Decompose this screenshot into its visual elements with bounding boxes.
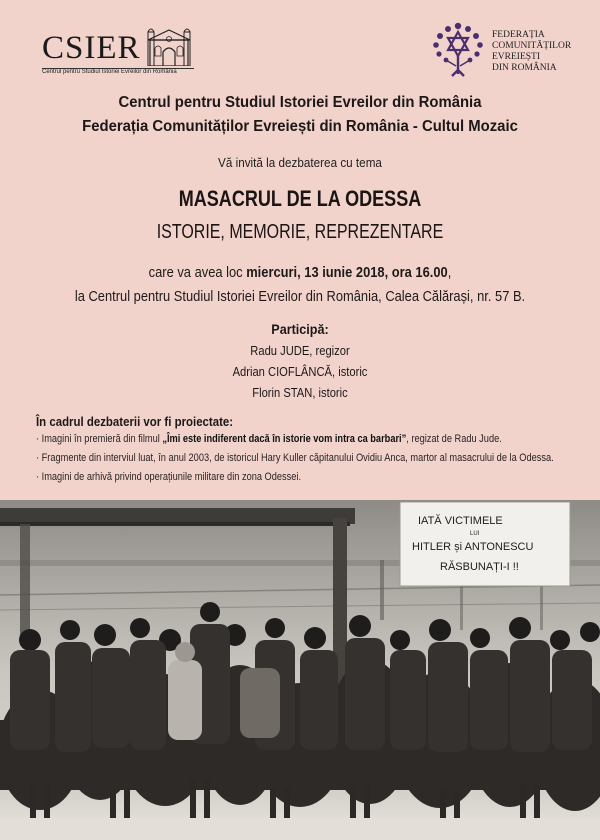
csier-logo: [42, 26, 202, 76]
crowd-photo-illustration: [0, 500, 600, 840]
participant: Florin STAN, istoric: [252, 385, 348, 400]
projection-item-text: · Imagini în premieră din filmul: [36, 433, 163, 445]
event-location: la Centrul pentru Studiul Istoriei Evreilor din România, Calea Călărași, nr. 57 B.: [74, 288, 526, 305]
fcer-line: EVREIEȘTI: [492, 52, 541, 62]
synagogue-building-icon: [144, 26, 194, 66]
fcer-logo: [430, 20, 580, 80]
fcer-line: COMUNITĂȚILOR: [492, 41, 572, 51]
csier-logo-text: CSIER: [42, 30, 141, 66]
organizer-line-2: Federația Comunităților Evreiești din România - Cultul Mozaic: [82, 118, 518, 135]
star-of-david-tree-icon: [430, 20, 486, 78]
datetime-suffix: ,: [447, 264, 452, 281]
sign-line-3: RĂSBUNAȚI-I !!: [440, 561, 519, 573]
sign-small: LUI: [470, 531, 480, 537]
projections-heading: În cadrul dezbaterii vor fi proiectate:: [36, 414, 234, 429]
projection-item-text: , regizat de Radu Jude.: [406, 433, 502, 445]
participants-heading: Participă:: [271, 321, 329, 337]
projection-item: [36, 433, 506, 445]
event-title: MASACRUL DE LA ODESSA: [178, 186, 422, 211]
fcer-logo-text: [492, 30, 571, 74]
participant: Radu JUDE, regizor: [250, 343, 350, 358]
archival-photo: [0, 500, 600, 840]
invitation-text: Vă invită la dezbaterea cu tema: [218, 155, 382, 170]
fcer-line: DIN ROMÂNIA: [492, 63, 557, 73]
event-datetime: miercuri, 13 iunie 2018, ora 16.00: [246, 264, 448, 281]
protest-sign: [400, 502, 570, 586]
organizer-line-1: Centrul pentru Studiul Istoriei Evreilor din România: [118, 94, 482, 111]
film-title: „Îmi este indiferent dacă în istorie vom intra ca barbari”: [162, 433, 407, 445]
sign-line-2: HITLER și ANTONESCU: [412, 541, 534, 553]
fcer-line: FEDERAȚIA: [492, 30, 545, 40]
projection-item: · Imagini de arhivă privind operațiunile militare din zona Odessei.: [36, 471, 302, 483]
csier-logo-subtitle: Centrul pentru Studiul Istoriei Evreilor din România: [42, 69, 177, 75]
sign-line-1: IATĂ VICTIMELE: [418, 515, 503, 527]
projection-item: · Fragmente din interviul luat, în anul 2003, de istoricul Hary Kuller căpitanului Ovidiu Anca, martor al masacrului de la Odessa.: [36, 452, 554, 464]
event-datetime-line: [42, 264, 558, 281]
event-subtitle: ISTORIE, MEMORIE, REPREZENTARE: [156, 221, 444, 243]
participant: Adrian CIOFLÂNCĂ, istoric: [232, 364, 368, 379]
datetime-prefix: care va avea loc: [148, 264, 247, 281]
